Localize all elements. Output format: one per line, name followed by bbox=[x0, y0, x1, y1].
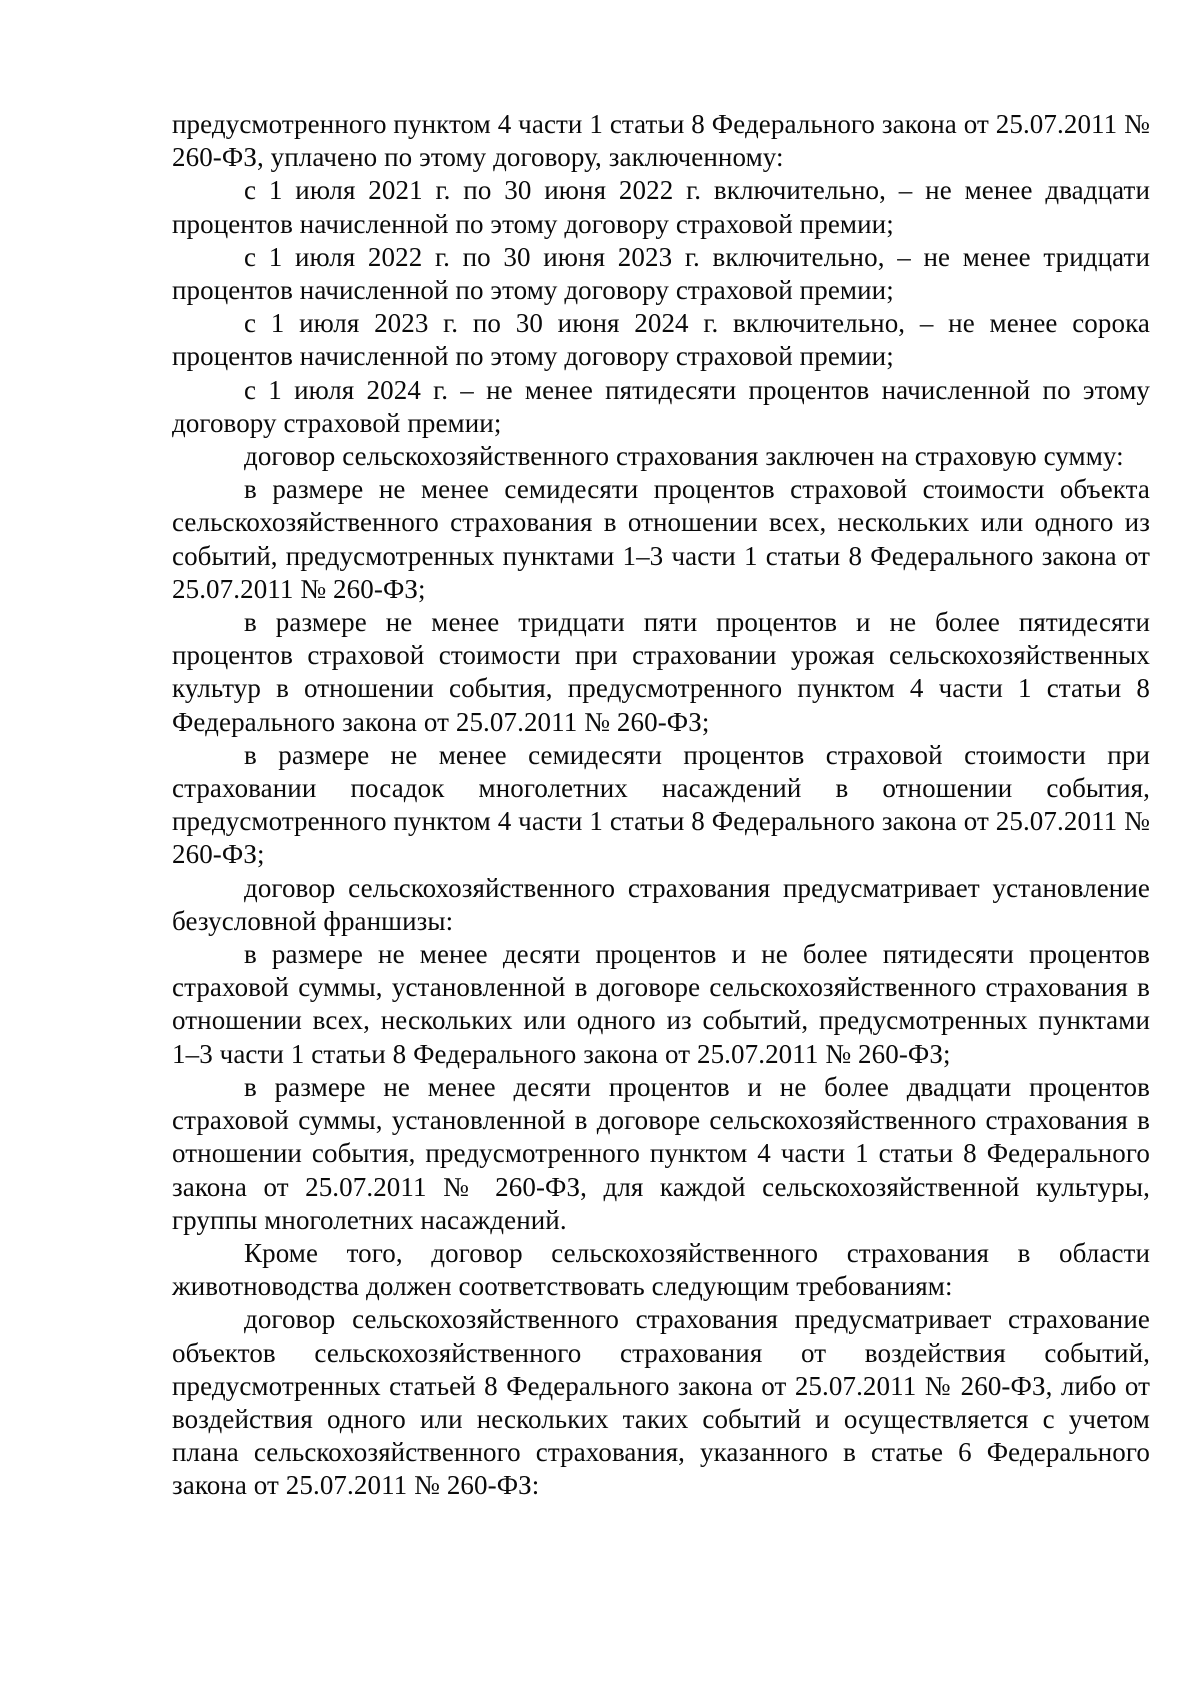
paragraph-insured-sum-crops: в размере не менее тридцати пяти процентов и не более пятидесяти процентов страховой стоимости при страховании урожая сельскохозяйственных культур в отношении события, предусмотренного пунктом 4 части 1 статьи 8 Федерального закона от 25.07.2011 № 260-ФЗ; bbox=[172, 607, 1150, 737]
paragraph-insured-sum-perennials: в размере не менее семидесяти процентов страховой стоимости при страховании посадок многолетних насаждений в отношении события, предусмотренного пунктом 4 части 1 статьи 8 Федерального закона от 25.07.2011 № 260-ФЗ; bbox=[172, 739, 1150, 870]
paragraph-deductible-heading: договор сельскохозяйственного страхования предусматривает установление безусловной франшизы: bbox=[172, 872, 1150, 936]
paragraph-insured-sum-heading: договор сельскохозяйственного страхования заключен на страховую сумму: bbox=[244, 441, 1124, 472]
paragraph-insured-sum-events-1-3: в размере не менее семидесяти процентов страховой стоимости объекта сельскохозяйственного страхования в отношении всех, нескольких или одного из событий, предусмотренных пунктами 1–3 части 1 статьи 8 Федерального закона от 25.07.2011 № 260-ФЗ; bbox=[172, 474, 1150, 604]
paragraph-deductible-events-1-3: в размере не менее десяти процентов и не более пятидесяти процентов страховой суммы, установленной в договоре сельскохозяйственного страхования в отношении всех, нескольких или одного из событий, предусмотренных пунктами 1–3 части 1 статьи 8 Федерального закона от 25.07.2011 № 260-ФЗ; bbox=[172, 939, 1150, 1069]
paragraph-premium-2024: с 1 июля 2024 г. – не менее пятидесяти процентов начисленной по этому договору страховой премии; bbox=[172, 374, 1150, 438]
paragraph-premium-2022: с 1 июля 2022 г. по 30 июня 2023 г. включительно, – не менее тридцати процентов начисленной по этому договору страховой премии; bbox=[172, 241, 1150, 306]
paragraph-livestock-contract: договор сельскохозяйственного страхования предусматривает страхование объектов сельскохозяйственного страхования от воздействия событий, предусмотренных статьей 8 Федерального закона от 25.07.2011 № 260-ФЗ, либо от воздействия одного или нескольких таких событий и осуществляется с учетом плана сельскохозяйственного страхования, указанного в статье 6 Федерального закона от 25.07.2011 № 260-ФЗ: bbox=[172, 1304, 1150, 1501]
paragraph-deductible-event-4: в размере не менее десяти процентов и не более двадцати процентов страховой суммы, установленной в договоре сельскохозяйственного страхования в отношении события, предусмотренного пунктом 4 части 1 статьи 8 Федерального закона от 25.07.2011 № 260-ФЗ, для каждой сельскохозяйственной культуры, группы многолетних насаждений. bbox=[172, 1071, 1150, 1235]
paragraph-continuation: предусмотренного пунктом 4 части 1 статьи 8 Федерального закона от 25.07.2011 № 260-ФЗ, уплачено по этому договору, заключенному: bbox=[172, 109, 1150, 173]
paragraph-premium-2021: с 1 июля 2021 г. по 30 июня 2022 г. включительно, – не менее двадцати процентов начисленной по этому договору страховой премии; bbox=[172, 175, 1150, 239]
paragraph-premium-2023: с 1 июля 2023 г. по 30 июня 2024 г. включительно, – не менее сорока процентов начисленной по этому договору страховой премии; bbox=[172, 308, 1150, 372]
document-page bbox=[172, 108, 1150, 1503]
paragraph-livestock-requirements: Кроме того, договор сельскохозяйственного страхования в области животноводства должен соответствовать следующим требованиям: bbox=[172, 1237, 1150, 1302]
